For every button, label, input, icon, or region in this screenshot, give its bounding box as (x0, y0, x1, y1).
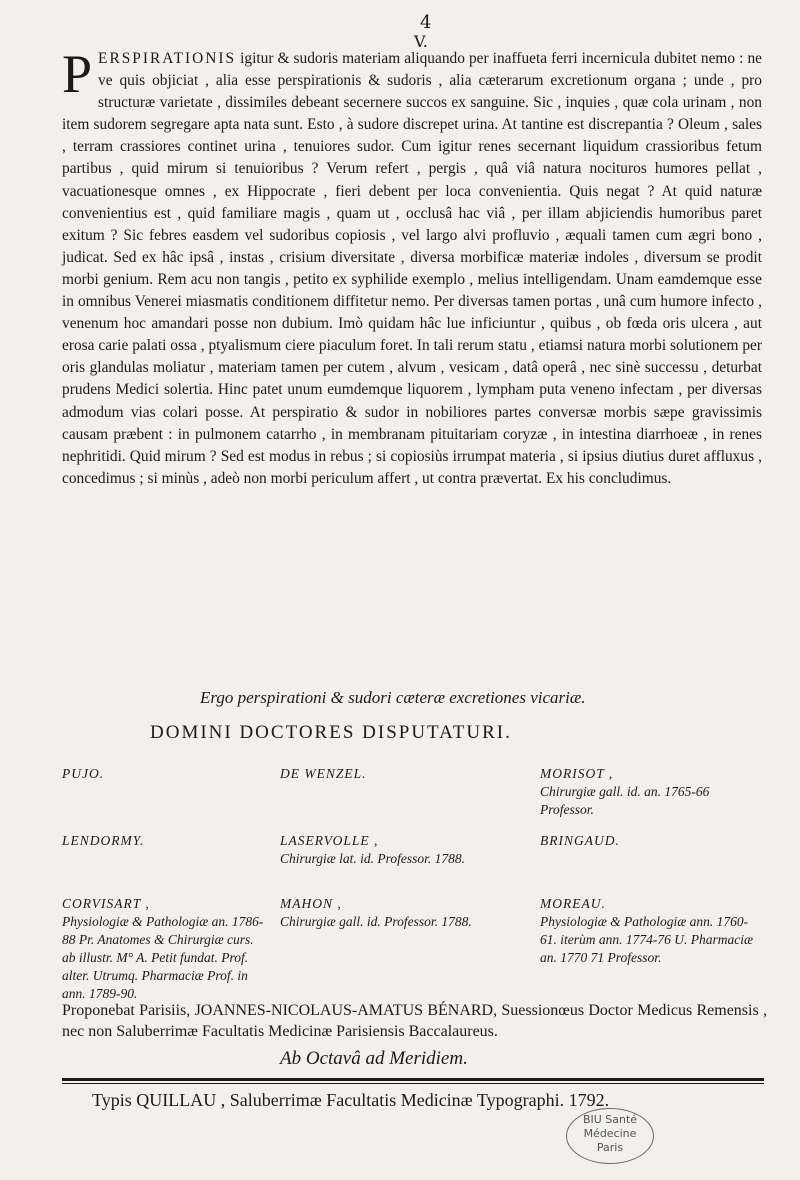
stamp-line: Médecine (583, 1127, 637, 1140)
doctor-name: MOREAU. (540, 896, 606, 911)
doctor-entry (540, 832, 760, 850)
doctor-entry (62, 832, 262, 850)
stamp-line: Paris (596, 1141, 624, 1154)
doctor-name: PUJO. (62, 766, 105, 781)
doctor-desc: Chirurgiæ gall. id. Professor. 1788. (280, 914, 472, 929)
doctor-desc: Physiologiæ & Pathologiæ an. 1786-88 Pr. Anatomes & Chirurgiæ curs. ab illustr. M° A. Petit fundat. Prof. alter. Utrumq. Pharmaciæ Prof. in ann. 1789-90. (62, 914, 264, 1001)
doctor-desc: Physiologiæ & Pathologiæ ann. 1760-61. iterùm ann. 1774-76 U. Pharmaciæ an. 1770 71 Professor. (540, 914, 753, 965)
thesis-text (62, 44, 762, 490)
doctor-entry (540, 765, 760, 819)
drop-cap: P (62, 44, 93, 104)
divider-thick (62, 1078, 764, 1081)
doctor-entry (280, 832, 510, 868)
doctor-entry (280, 765, 510, 783)
page-number: 4 (420, 12, 432, 33)
divider-thin (62, 1083, 764, 1084)
doctor-name: MAHON , (280, 896, 342, 911)
signature-mark: V. (414, 32, 428, 51)
doctors-heading: DOMINI DOCTORES DISPUTATURI. (150, 722, 512, 743)
doctor-entry (62, 895, 267, 1003)
doctor-name: DE WENZEL. (280, 766, 367, 781)
doctor-name: MORISOT , (540, 766, 614, 781)
doctor-desc: Chirurgiæ lat. id. Professor. 1788. (280, 851, 466, 866)
library-stamp (566, 1108, 654, 1164)
doctor-entry (62, 765, 262, 783)
doctor-desc: Chirurgiæ gall. id. an. 1765-66 Professor. (540, 784, 710, 817)
hour-line: Ab Octavâ ad Meridiem. (280, 1048, 468, 1069)
proponebat-text: Proponebat Parisiis, JOANNES-NICOLAUS-AMATUS BÉNARD, Suessionœus Doctor Medicus Remensis , nec non Saluberrimæ Facultatis Medicinæ Parisiensis Baccalaureus. (62, 1002, 767, 1040)
doctor-entry (280, 895, 510, 931)
first-word: ERSPIRATIONIS (98, 50, 237, 67)
conclusion: Ergo perspirationi & sudori cæteræ excretiones vicariæ. (200, 688, 586, 707)
printer-imprint: Typis QUILLAU , Saluberrimæ Facultatis Medicinæ Typographi. 1792. (92, 1090, 610, 1110)
doctor-entry (540, 895, 760, 967)
thesis-body: igitur & sudoris materiam aliquando per inaffueta ferri incernicula dubitet nemo : ne ve quis objiciat , alia esse perspirationis & sudoris , alia cæterarum excretionum organa ; unde , pro structuræ varietate , dissimiles debeant secernere succos ex sanguine. Sic , inquies , quæ cola urinam , non item sudorem segregare apta nata sunt. Esto , à sudore discrepet urina. At tantine est discrepantia ? Oleum , sales , terram crassiores continet urina , tenuiores sudor. Cum igitur renes secernant liquidum crassioribus fetum partibus , quid mirum si tenuioribus ? Verum refert , pergis , quâ viâ natura nocituros humores pellat , vacuationesque omnes , ex Hippocrate , fieri debent per loca convenientia. Quis negat ? At quid naturæ convenientius est , quid familiare magis , quam ut , occlusâ hac viâ , per illam abjiciendis humoribus paret exitum ? Sic febres easdem vel sudoribus copiosis , vel largo alvi profluvio , æquali tamen cum ægri bono , judicat. Sed ex hâc ipsâ , instas , crisium diversitate , diversa morbificæ materiæ indoles , diversum se prodit morbi genium. Rem acu non tangis , petito ex syphilide exemplo , melius intelligendam. Unam eamdemque esse in omnibus Venerei miasmatis conditionem diffitetur nemo. Per diversas tamen portas , unâ cum humore infecto , venenum hoc amandari posse non dubium. Imò quidam hâc lue inficiuntur , quibus , ob fœda oris ulcera , aut erosa carie palati ossa , ptyalismum ciere piaculum foret. In tali rerum statu , etiamsi natura morbi solutionem per oris glandulas moliatur , materiam tamen per cutem , alvum , vesicam , datâ operâ , nec sinè successu , deturbat prudens Medici solertia. Hinc patet unum eumdemque liquorem , lympham puta veneno infectam , per diversas admodum vias colari posse. At perspiratio & sudor in nobiliores partes conversæ morbis sæpe gravissimis causam præbent : in pulmonem catarrho , in membranam pituitariam coryzæ , in intestina diarrhoeæ , in renes nephritidi. Quid mirum ? Sed est modus in rebus ; si copiosiùs irrumpat materia , si ipsius diutius duret affluxus , concedimus ; si minùs , adeò non morbi periculum affert , ut contra prævertat. Ex his concludimus. (62, 50, 762, 487)
doctor-name: CORVISART , (62, 896, 150, 911)
stamp-line: BIU Santé (582, 1113, 638, 1126)
doctor-name: LASERVOLLE , (280, 833, 379, 848)
doctor-name: LENDORMY. (62, 833, 145, 848)
doctor-name: BRINGAUD. (540, 833, 620, 848)
